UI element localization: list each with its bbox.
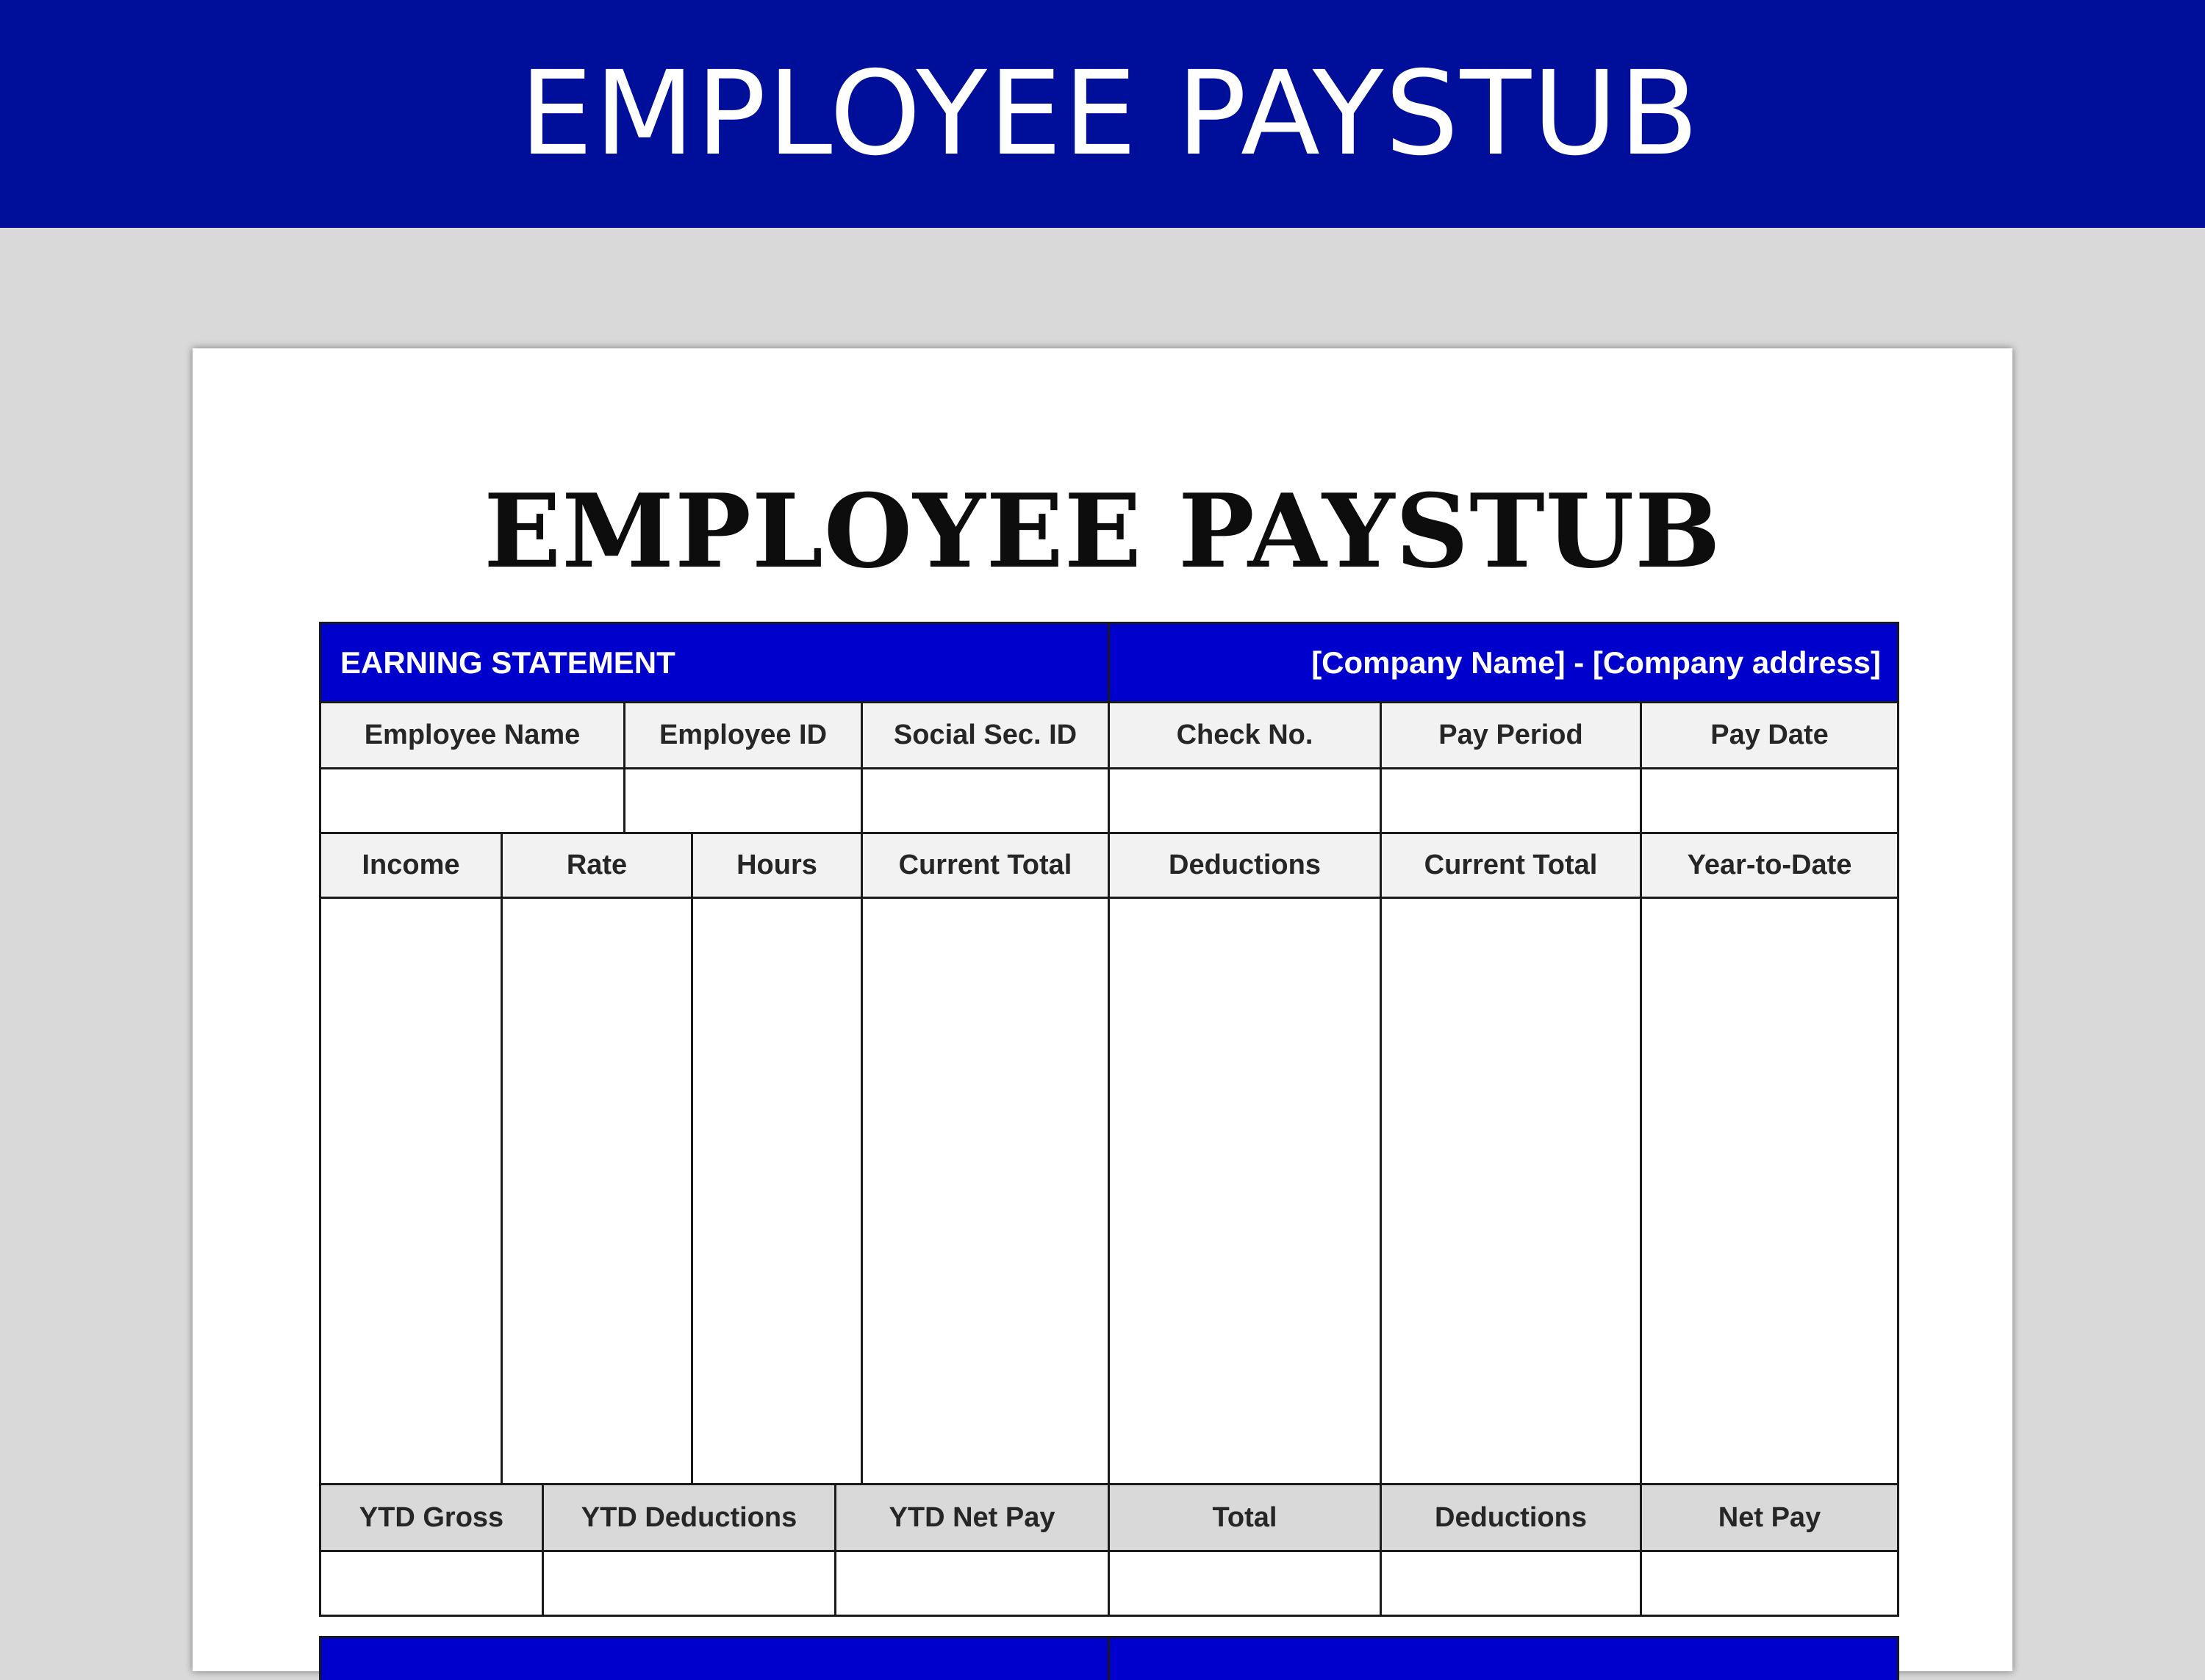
paystub-table (319, 622, 1899, 1617)
income-column[interactable] (319, 899, 501, 1485)
header-summary-deductions: Deductions (1380, 1485, 1640, 1552)
detail-header-row (319, 834, 1899, 899)
ytd-net-pay-field[interactable] (834, 1552, 1108, 1617)
employee-name-field[interactable] (319, 769, 623, 834)
current-total-column[interactable] (861, 899, 1108, 1485)
header-check-no: Check No. (1108, 703, 1380, 769)
pay-date-field[interactable] (1640, 769, 1899, 834)
ytd-deductions-field[interactable] (542, 1552, 834, 1617)
summary-value-row (319, 1552, 1899, 1617)
deductions-column[interactable] (1108, 899, 1380, 1485)
next-section-header-bar (319, 1636, 1899, 1680)
check-no-field[interactable] (1108, 769, 1380, 834)
document-title: EMPLOYEE PAYSTUB (484, 471, 1721, 591)
company-label: [Company Name] - [Company address] (1311, 645, 1881, 680)
net-pay-field[interactable] (1640, 1552, 1899, 1617)
banner (0, 0, 2205, 228)
banner-title: EMPLOYEE PAYSTUB (519, 46, 1701, 182)
pay-period-field[interactable] (1380, 769, 1640, 834)
header-pay-period: Pay Period (1380, 703, 1640, 769)
summary-header-row (319, 1485, 1899, 1552)
header-employee-name: Employee Name (319, 703, 623, 769)
header-rate: Rate (501, 834, 691, 899)
header-employee-id: Employee ID (623, 703, 861, 769)
ytd-gross-field[interactable] (319, 1552, 542, 1617)
table-header-bar (319, 622, 1899, 703)
earning-statement-label: EARNING STATEMENT (321, 624, 1110, 701)
header-total: Total (1108, 1485, 1380, 1552)
header-ytd-net-pay: YTD Net Pay (834, 1485, 1108, 1552)
header-pay-date: Pay Date (1640, 703, 1899, 769)
rate-column[interactable] (501, 899, 691, 1485)
header-current-total: Current Total (861, 834, 1108, 899)
header-ytd-gross: YTD Gross (319, 1485, 542, 1552)
next-section-left (321, 1638, 1110, 1680)
info-header-row (319, 703, 1899, 769)
header-year-to-date: Year-to-Date (1640, 834, 1899, 899)
header-social-sec-id: Social Sec. ID (861, 703, 1108, 769)
hours-column[interactable] (691, 899, 861, 1485)
detail-body-row (319, 899, 1899, 1485)
header-deductions: Deductions (1108, 834, 1380, 899)
total-field[interactable] (1108, 1552, 1380, 1617)
info-value-row (319, 769, 1899, 834)
social-sec-id-field[interactable] (861, 769, 1108, 834)
deduction-current-total-column[interactable] (1380, 899, 1640, 1485)
employee-id-field[interactable] (623, 769, 861, 834)
summary-deductions-field[interactable] (1380, 1552, 1640, 1617)
header-income: Income (319, 834, 501, 899)
document-page (193, 348, 2012, 1671)
year-to-date-column[interactable] (1640, 899, 1899, 1485)
header-hours: Hours (691, 834, 861, 899)
header-deduction-current-total: Current Total (1380, 834, 1640, 899)
header-net-pay: Net Pay (1640, 1485, 1899, 1552)
header-ytd-deductions: YTD Deductions (542, 1485, 834, 1552)
